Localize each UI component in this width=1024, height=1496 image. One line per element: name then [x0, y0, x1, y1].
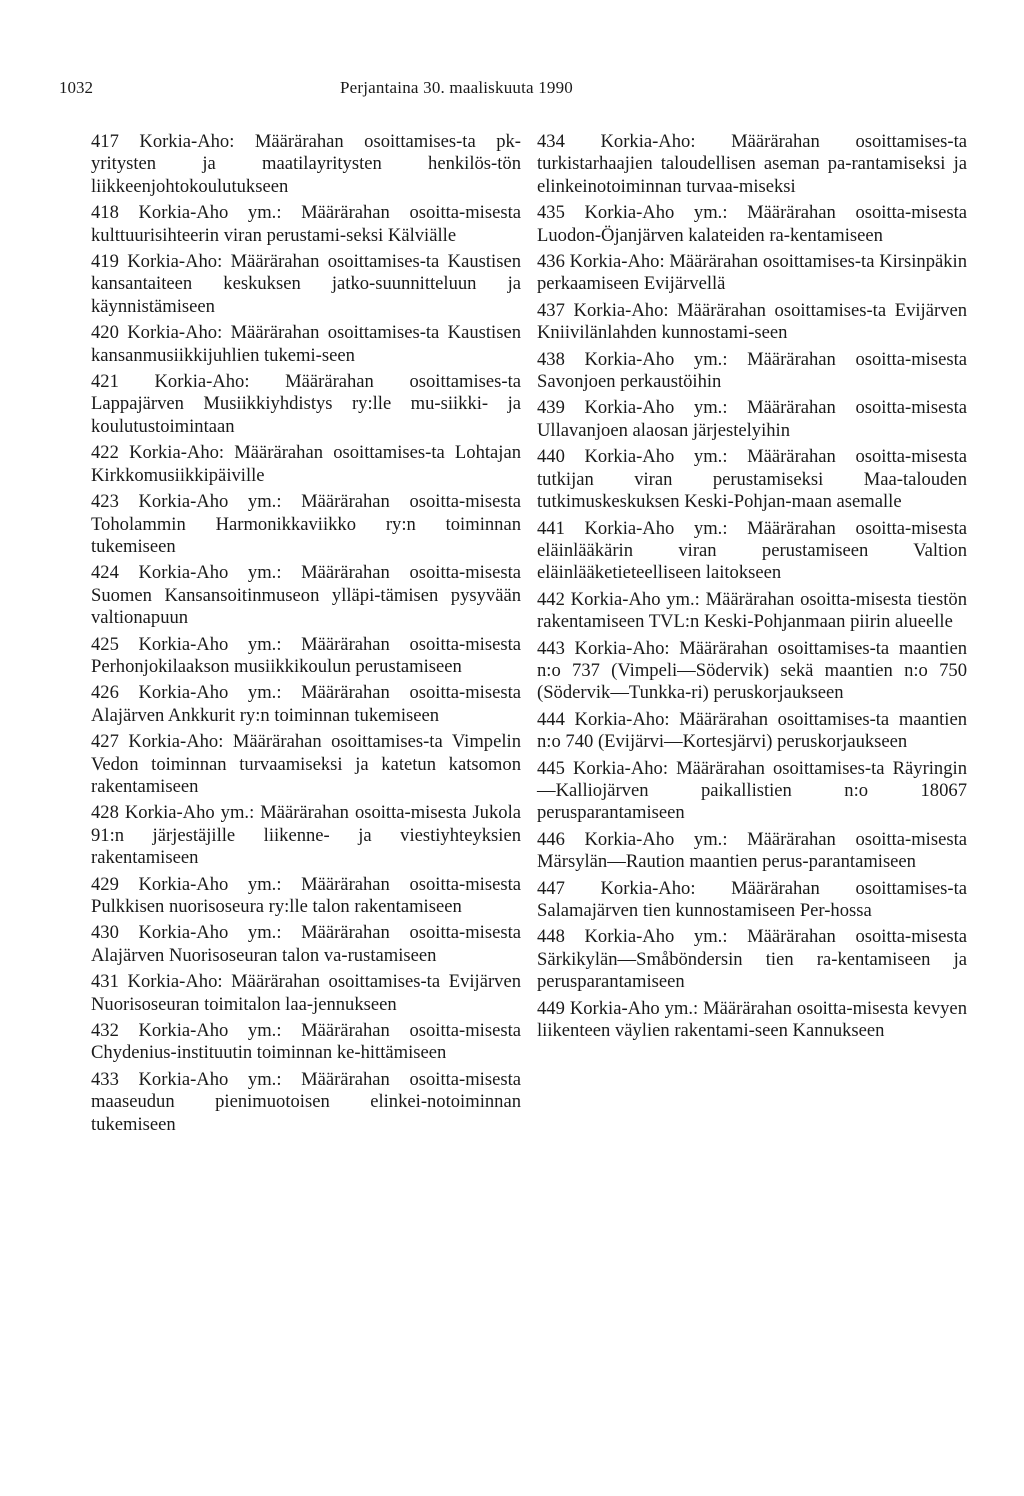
entry-439: 439 Korkia-Aho ym.: Määrärahan osoitta-misesta Ullavanjoen alaosan järjestelyihin [537, 397, 967, 441]
page-number: 1032 [59, 78, 93, 97]
entry-417: 417 Korkia-Aho: Määrärahan osoittamises-ta pk-yritysten ja maatilayritysten henkilös-tön liikkeenjohtokoulutukseen [91, 131, 521, 197]
entry-430: 430 Korkia-Aho ym.: Määrärahan osoitta-misesta Alajärven Nuorisoseuran talon va-rustamiseen [91, 922, 521, 966]
entry-449: 449 Korkia-Aho ym.: Määrärahan osoitta-misesta kevyen liikenteen väylien rakentami-seen Kannukseen [537, 997, 967, 1042]
entry-423: 423 Korkia-Aho ym.: Määrärahan osoitta-misesta Toholammin Harmonikkaviikko ry:n toiminnan tukemiseen [91, 491, 521, 557]
entry-438: 438 Korkia-Aho ym.: Määrärahan osoitta-misesta Savonjoen perkaustöihin [537, 348, 967, 393]
entry-448: 448 Korkia-Aho ym.: Määrärahan osoitta-misesta Särkikylän—Småböndersin tien ra-kentamiseen ja perusparantamiseen [537, 926, 967, 993]
entry-424: 424 Korkia-Aho ym.: Määrärahan osoitta-misesta Suomen Kansansoitinmuseon ylläpi-tämisen pysyvään valtionapuun [91, 562, 521, 629]
entry-427: 427 Korkia-Aho: Määrärahan osoittamises-ta Vimpelin Vedon toiminnan turvaamiseksi ja katetun katsomon rakentamiseen [91, 731, 521, 797]
entry-422: 422 Korkia-Aho: Määrärahan osoittamises-ta Lohtajan Kirkkomusiikkipäiville [91, 442, 521, 486]
entry-418: 418 Korkia-Aho ym.: Määrärahan osoitta-misesta kulttuurisihteerin viran perustami-seksi Kälviälle [91, 202, 521, 246]
entry-428: 428 Korkia-Aho ym.: Määrärahan osoitta-misesta Jukola 91:n järjestäjille liikenne- ja viestiyhteyksien rakentamiseen [91, 802, 521, 869]
entry-420: 420 Korkia-Aho: Määrärahan osoittamises-ta Kaustisen kansanmusiikkijuhlien tukemi-seen [91, 322, 521, 366]
entry-445: 445 Korkia-Aho: Määrärahan osoittamises-ta Räyringin—Kalliojärven paikallistien n:o 18067 perusparantamiseen [537, 757, 967, 824]
entry-440: 440 Korkia-Aho ym.: Määrärahan osoitta-misesta tutkijan viran perustamiseksi Maa-talouden tutkimuskeskuksen Keski-Pohjan-maan asemalle [537, 446, 967, 513]
entry-433: 433 Korkia-Aho ym.: Määrärahan osoitta-misesta maaseudun pienimuotoisen elinkei-notoiminnan tukemiseen [91, 1068, 521, 1135]
entry-446: 446 Korkia-Aho ym.: Määrärahan osoitta-misesta Märsylän—Raution maantien perus-parantamiseen [537, 828, 967, 873]
entry-432: 432 Korkia-Aho ym.: Määrärahan osoitta-misesta Chydenius-instituutin toiminnan ke-hittämiseen [91, 1020, 521, 1064]
entry-441: 441 Korkia-Aho ym.: Määrärahan osoitta-misesta eläinlääkärin viran perustamiseen Valtion eläinlääketieteelliseen laitokseen [537, 517, 967, 584]
entry-442: 442 Korkia-Aho ym.: Määrärahan osoitta-misesta tiestön rakentamiseen TVL:n Keski-Pohjanmaan piirin alueelle [537, 588, 967, 633]
entry-421: 421 Korkia-Aho: Määrärahan osoittamises-ta Lappajärven Musiikkiyhdistys ry:lle mu-siikki- ja koulutustoimintaan [91, 371, 521, 437]
entry-447: 447 Korkia-Aho: Määrärahan osoittamises-ta Salamajärven tien kunnostamiseen Per-hossa [537, 877, 967, 921]
entry-425: 425 Korkia-Aho ym.: Määrärahan osoitta-misesta Perhonjokilaakson musiikkikoulun perustamiseen [91, 633, 521, 677]
page-header [0, 78, 1024, 102]
right-column [537, 131, 967, 1046]
left-column [91, 131, 521, 1140]
entry-443: 443 Korkia-Aho: Määrärahan osoittamises-ta maantien n:o 737 (Vimpeli—Södervik) sekä maantien n:o 750 (Södervik—Tunkka-ri) peruskorjaukseen [537, 637, 967, 704]
entry-436: 436 Korkia-Aho: Määrärahan osoittamises-ta Kirsinpäkin perkaamiseen Evijärvellä [537, 251, 967, 295]
entry-437: 437 Korkia-Aho: Määrärahan osoittamises-ta Evijärven Kniivilänlahden kunnostami-seen [537, 299, 967, 344]
entry-444: 444 Korkia-Aho: Määrärahan osoittamises-ta maantien n:o 740 (Evijärvi—Kortesjärvi) peruskorjaukseen [537, 708, 967, 753]
entry-426: 426 Korkia-Aho ym.: Määrärahan osoitta-misesta Alajärven Ankkurit ry:n toiminnan tukemiseen [91, 682, 521, 726]
entry-431: 431 Korkia-Aho: Määrärahan osoittamises-ta Evijärven Nuorisoseuran toimitalon laa-jennukseen [91, 971, 521, 1015]
running-head: Perjantaina 30. maaliskuuta 1990 [340, 78, 574, 97]
entry-434: 434 Korkia-Aho: Määrärahan osoittamises-ta turkistarhaajien taloudellisen aseman pa-rantamiseksi ja elinkeinotoiminnan turvaa-miseksi [537, 131, 967, 197]
entry-429: 429 Korkia-Aho ym.: Määrärahan osoitta-misesta Pulkkisen nuorisoseura ry:lle talon rakentamiseen [91, 873, 521, 917]
entry-435: 435 Korkia-Aho ym.: Määrärahan osoitta-misesta Luodon-Öjanjärven kalateiden ra-kentamiseen [537, 202, 967, 246]
entry-419: 419 Korkia-Aho: Määrärahan osoittamises-ta Kaustisen kansantaiteen keskuksen jatko-suunnitteluun ja käynnistämiseen [91, 251, 521, 317]
